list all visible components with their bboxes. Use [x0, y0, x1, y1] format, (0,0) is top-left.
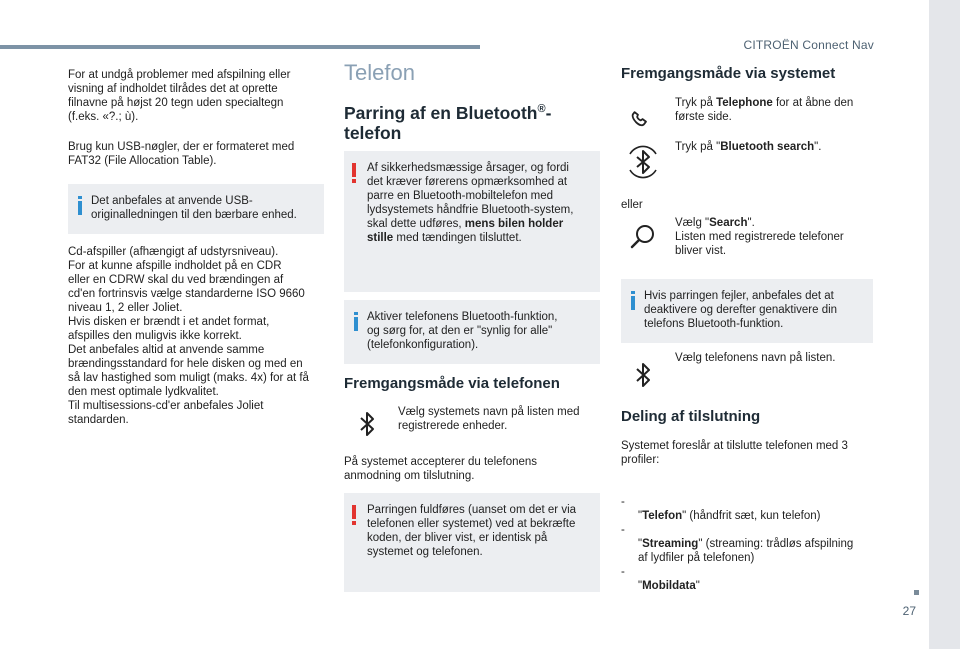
- info-mark-icon: [78, 196, 82, 215]
- usb-cable-note: [68, 184, 324, 234]
- system-step-4: Vælg telefonens navn på listen.: [675, 352, 836, 364]
- phone-handset-icon: [626, 98, 660, 132]
- safety-warning-text: Af sikkerhedsmæssige årsager, og fordi det kræver førerens opmærksomhed at parre en Bluetooth-mobiltelefon med lydsystemets håndfrie Bluetooth-system, skal dette udføres, mens bilen holder stille med tændingen tilsluttet.: [367, 162, 574, 244]
- filename-advice: For at undgå problemer med afspilning eller visning af indholdet tilrådes det at oprette filnavne på højst 20 tegn uden specialtegn (f.eks. «?.; ù).: [68, 69, 291, 123]
- system-step-3: Vælg "Search". Listen med registrerede telefoner bliver vist.: [675, 217, 844, 257]
- sharing-title: Deling af tilslutning: [621, 408, 761, 425]
- pairing-code-warning: [344, 493, 600, 592]
- list-item: - "Streaming" (streaming: trådløs afspilning af lydfiler på telefonen): [621, 524, 854, 564]
- cd-player-info: Cd-afspiller (afhængigt af udstyrsniveau). For at kunne afspille indholdet på en CDR eller en CDRW skal du ved brændingen af cd'en fortrinsvis vælge standarderne ISO 9660 niveau 1, 2 eller Joliet. Hvis disken er brændt i et andet format, afspilles den muligvis ikke korrekt. Det anbefales altid at anvende samme brændingsstandard for hele disken og med en så lav hastighed som muligt (maks. 4x) for at få den mest optimale lydkvalitet. Til multisessions-cd'er anbefales Joliet standarden.: [68, 246, 309, 426]
- pairing-code-warning-text: Parringen fuldføres (uanset om det er via telefonen eller systemet) ved at bekræfte koden, der bliver vist, er identisk på systemet og telefonen.: [367, 504, 577, 558]
- bluetooth-icon: [350, 407, 384, 441]
- magnifier-icon: [626, 220, 660, 254]
- pairing-failure-text: Hvis parringen fejler, anbefales det at deaktivere og derefter genaktivere din telefons Bluetooth-funktion.: [644, 290, 838, 330]
- bluetooth-visibility-note: [344, 300, 600, 364]
- page-side-strip: [929, 0, 960, 649]
- usb-format-advice: Brug kun USB-nøgler, der er formateret med FAT32 (File Allocation Table).: [68, 141, 295, 167]
- warning-mark-icon: [352, 163, 356, 182]
- info-mark-icon: [354, 312, 358, 331]
- info-mark-icon: [631, 291, 635, 310]
- brand-header: CITROËN Connect Nav: [743, 38, 874, 52]
- phone-accept-text: På systemet accepterer du telefonens anmodning om tilslutning.: [344, 456, 538, 482]
- system-procedure-title: Fremgangsmåde via systemet: [621, 65, 836, 82]
- system-step-1: Tryk på Telephone for at åbne den første side.: [675, 97, 854, 123]
- continuation-marker: [914, 590, 919, 595]
- or-label: eller: [621, 199, 643, 211]
- list-item: - "Telefon" (håndfrit sæt, kun telefon): [621, 496, 821, 522]
- section-title: Telefon: [344, 60, 415, 85]
- sharing-intro: Systemet foreslår at tilslutte telefonen med 3 profiler:: [621, 440, 848, 466]
- system-step-2: Tryk på "Bluetooth search".: [675, 141, 822, 153]
- phone-procedure-title: Fremgangsmåde via telefonen: [344, 375, 560, 392]
- safety-warning: [344, 151, 600, 292]
- header-rule: [0, 45, 480, 49]
- warning-mark-icon: [352, 505, 356, 524]
- usb-cable-note-text: Det anbefales at anvende USB- originalledningen til den bærbare enhed.: [91, 195, 297, 221]
- phone-step-1: Vælg systemets navn på listen med registrerede enheder.: [398, 406, 580, 432]
- pairing-failure-note: [621, 279, 873, 343]
- list-item: - "Mobildata": [621, 566, 700, 592]
- bluetooth-search-icon: [622, 141, 664, 183]
- bluetooth-visibility-text: Aktiver telefonens Bluetooth-funktion, og sørg for, at den er "synlig for alle" (telefonkonfiguration).: [367, 311, 558, 351]
- page-number: 27: [902, 604, 916, 618]
- bluetooth-icon: [626, 358, 660, 392]
- profile-list: [621, 467, 877, 592]
- pairing-title: Parring af en Bluetooth®- telefon: [344, 102, 552, 143]
